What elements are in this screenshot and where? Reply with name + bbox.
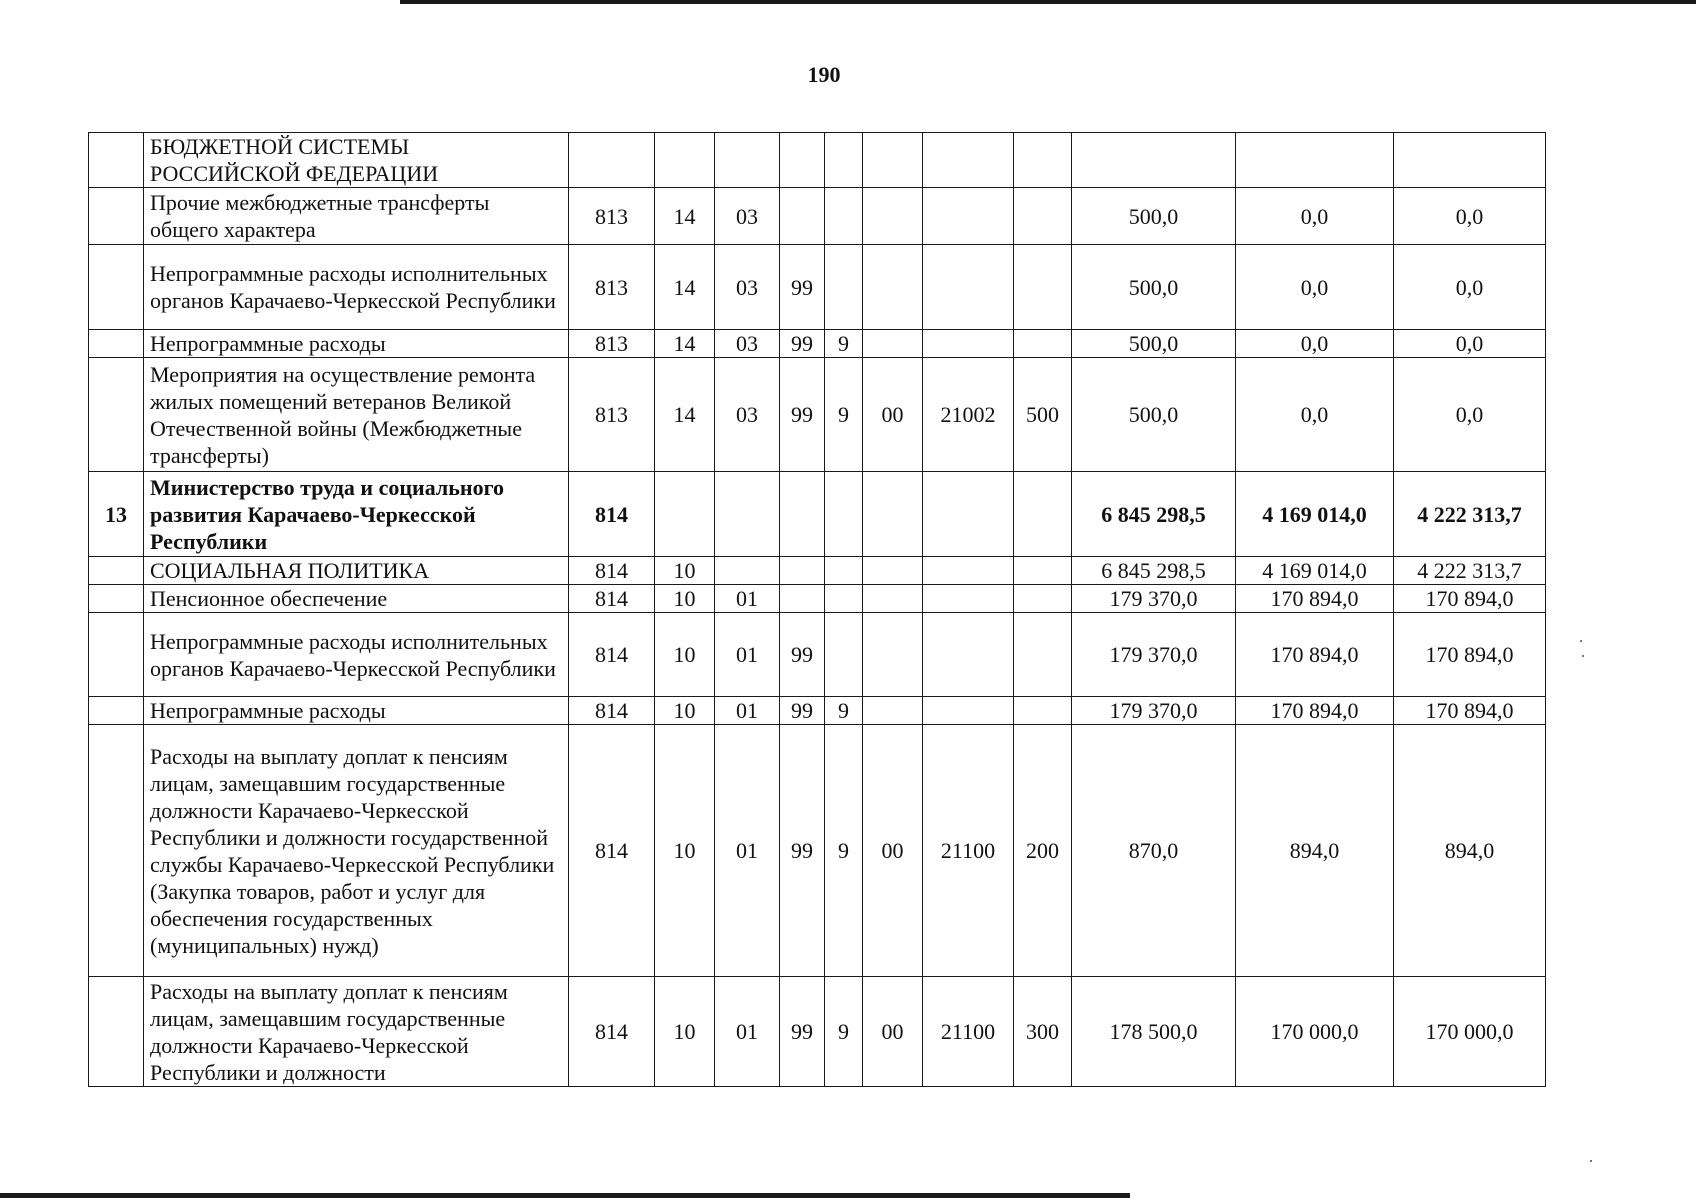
code-subprogram xyxy=(825,245,863,330)
row-name: Министерство труда и социального развития Карачаево-Черкесской Республики xyxy=(144,472,569,557)
code-activity xyxy=(863,697,923,725)
code-program xyxy=(780,133,825,188)
table-row xyxy=(89,557,1546,585)
amount-2 xyxy=(1236,133,1394,188)
code-subprogram: 9 xyxy=(825,330,863,358)
code-expense-type: 200 xyxy=(1014,725,1072,977)
amount-1: 870,0 xyxy=(1072,725,1236,977)
row-number xyxy=(89,330,144,358)
code-direction xyxy=(923,585,1014,613)
amount-3: 4 222 313,7 xyxy=(1394,557,1546,585)
code-subsection xyxy=(715,557,780,585)
row-name: Прочие межбюджетные трансферты общего характера xyxy=(144,188,569,245)
code-subprogram xyxy=(825,557,863,585)
row-name: Непрограммные расходы xyxy=(144,697,569,725)
amount-1: 500,0 xyxy=(1072,358,1236,472)
amount-2: 170 894,0 xyxy=(1236,585,1394,613)
code-section: 14 xyxy=(655,245,715,330)
row-name: Непрограммные расходы xyxy=(144,330,569,358)
code-section: 10 xyxy=(655,585,715,613)
scan-speck xyxy=(1582,655,1584,657)
amount-3: 170 894,0 xyxy=(1394,585,1546,613)
code-program xyxy=(780,472,825,557)
amount-2: 0,0 xyxy=(1236,330,1394,358)
code-expense-type: 500 xyxy=(1014,358,1072,472)
code-activity xyxy=(863,472,923,557)
table-row xyxy=(89,697,1546,725)
code-expense-type xyxy=(1014,330,1072,358)
bottom-scan-border xyxy=(0,1193,1130,1198)
code-subprogram: 9 xyxy=(825,358,863,472)
code-activity: 00 xyxy=(863,725,923,977)
code-activity: 00 xyxy=(863,358,923,472)
amount-1: 179 370,0 xyxy=(1072,585,1236,613)
code-section: 10 xyxy=(655,557,715,585)
code-activity xyxy=(863,133,923,188)
code-activity: 00 xyxy=(863,977,923,1087)
amount-1: 179 370,0 xyxy=(1072,613,1236,697)
row-name: Расходы на выплату доплат к пенсиям лицам, замещавшим государственные должности Карачаево-Черкесской Республики и должности xyxy=(144,977,569,1087)
amount-3: 170 000,0 xyxy=(1394,977,1546,1087)
code-section: 14 xyxy=(655,330,715,358)
code-program: 99 xyxy=(780,330,825,358)
table-row xyxy=(89,133,1546,188)
amount-1: 178 500,0 xyxy=(1072,977,1236,1087)
amount-3: 4 222 313,7 xyxy=(1394,472,1546,557)
table-row xyxy=(89,188,1546,245)
row-number xyxy=(89,977,144,1087)
row-number xyxy=(89,133,144,188)
code-ministry: 814 xyxy=(569,725,655,977)
code-ministry: 813 xyxy=(569,245,655,330)
code-direction: 21100 xyxy=(923,725,1014,977)
row-name: Непрограммные расходы исполнительных органов Карачаево-Черкесской Республики xyxy=(144,245,569,330)
row-name: Мероприятия на осуществление ремонта жилых помещений ветеранов Великой Отечественной войны (Межбюджетные трансферты) xyxy=(144,358,569,472)
row-number xyxy=(89,188,144,245)
row-name: СОЦИАЛЬНАЯ ПОЛИТИКА xyxy=(144,557,569,585)
code-section: 10 xyxy=(655,977,715,1087)
table-row xyxy=(89,472,1546,557)
code-subprogram: 9 xyxy=(825,697,863,725)
code-expense-type xyxy=(1014,697,1072,725)
code-activity xyxy=(863,245,923,330)
amount-1: 6 845 298,5 xyxy=(1072,472,1236,557)
code-direction xyxy=(923,472,1014,557)
amount-2: 4 169 014,0 xyxy=(1236,472,1394,557)
code-subsection: 03 xyxy=(715,188,780,245)
scan-speck xyxy=(1590,1160,1592,1162)
amount-1: 500,0 xyxy=(1072,245,1236,330)
table-row xyxy=(89,245,1546,330)
code-ministry: 814 xyxy=(569,613,655,697)
code-subsection xyxy=(715,133,780,188)
code-ministry: 814 xyxy=(569,697,655,725)
row-name: Пенсионное обеспечение xyxy=(144,585,569,613)
code-activity xyxy=(863,585,923,613)
code-subsection: 03 xyxy=(715,358,780,472)
code-direction xyxy=(923,245,1014,330)
page-number: 190 xyxy=(807,62,841,87)
code-direction xyxy=(923,697,1014,725)
code-direction xyxy=(923,133,1014,188)
code-section xyxy=(655,472,715,557)
table-row xyxy=(89,613,1546,697)
code-program xyxy=(780,188,825,245)
code-expense-type xyxy=(1014,613,1072,697)
code-subsection: 03 xyxy=(715,330,780,358)
code-direction: 21100 xyxy=(923,977,1014,1087)
row-number xyxy=(89,697,144,725)
amount-2: 0,0 xyxy=(1236,358,1394,472)
budget-table xyxy=(88,132,1546,1087)
code-subprogram xyxy=(825,188,863,245)
code-program: 99 xyxy=(780,358,825,472)
amount-3: 0,0 xyxy=(1394,358,1546,472)
code-activity xyxy=(863,188,923,245)
code-ministry: 813 xyxy=(569,358,655,472)
table-row xyxy=(89,330,1546,358)
scan-speck xyxy=(1580,640,1582,642)
code-direction xyxy=(923,557,1014,585)
code-activity xyxy=(863,557,923,585)
code-ministry: 814 xyxy=(569,585,655,613)
code-expense-type xyxy=(1014,585,1072,613)
code-subsection xyxy=(715,472,780,557)
row-number xyxy=(89,557,144,585)
amount-1: 6 845 298,5 xyxy=(1072,557,1236,585)
amount-3: 170 894,0 xyxy=(1394,697,1546,725)
row-name: Расходы на выплату доплат к пенсиям лицам, замещавшим государственные должности Карачаево-Черкесской Республики и должности государственной службы Карачаево-Черкесской Республики (Закупка товаров, работ и услуг для обеспечения государственных (муниципальных) нужд) xyxy=(144,725,569,977)
row-number: 13 xyxy=(89,472,144,557)
code-direction xyxy=(923,613,1014,697)
code-subsection: 01 xyxy=(715,697,780,725)
top-scan-border xyxy=(400,0,1696,4)
table-row xyxy=(89,725,1546,977)
code-section: 10 xyxy=(655,697,715,725)
amount-3: 0,0 xyxy=(1394,188,1546,245)
code-ministry: 813 xyxy=(569,330,655,358)
code-program: 99 xyxy=(780,977,825,1087)
amount-2: 0,0 xyxy=(1236,245,1394,330)
code-direction xyxy=(923,330,1014,358)
code-subsection: 03 xyxy=(715,245,780,330)
amount-2: 894,0 xyxy=(1236,725,1394,977)
code-program: 99 xyxy=(780,245,825,330)
code-subprogram xyxy=(825,585,863,613)
code-expense-type xyxy=(1014,133,1072,188)
amount-1: 500,0 xyxy=(1072,330,1236,358)
code-activity xyxy=(863,613,923,697)
row-number xyxy=(89,613,144,697)
code-subsection: 01 xyxy=(715,585,780,613)
code-subsection: 01 xyxy=(715,613,780,697)
code-subsection: 01 xyxy=(715,977,780,1087)
amount-3: 0,0 xyxy=(1394,245,1546,330)
code-ministry: 814 xyxy=(569,977,655,1087)
code-expense-type xyxy=(1014,188,1072,245)
amount-1: 179 370,0 xyxy=(1072,697,1236,725)
row-number xyxy=(89,585,144,613)
table-row xyxy=(89,585,1546,613)
code-subsection: 01 xyxy=(715,725,780,977)
code-subprogram xyxy=(825,133,863,188)
amount-3: 894,0 xyxy=(1394,725,1546,977)
code-section: 10 xyxy=(655,613,715,697)
code-program xyxy=(780,557,825,585)
code-program: 99 xyxy=(780,697,825,725)
code-subprogram xyxy=(825,613,863,697)
code-direction: 21002 xyxy=(923,358,1014,472)
code-expense-type: 300 xyxy=(1014,977,1072,1087)
code-subprogram xyxy=(825,472,863,557)
code-section: 10 xyxy=(655,725,715,977)
amount-3 xyxy=(1394,133,1546,188)
row-name: БЮДЖЕТНОЙ СИСТЕМЫ РОССИЙСКОЙ ФЕДЕРАЦИИ xyxy=(144,133,569,188)
amount-3: 0,0 xyxy=(1394,330,1546,358)
code-direction xyxy=(923,188,1014,245)
amount-2: 0,0 xyxy=(1236,188,1394,245)
amount-3: 170 894,0 xyxy=(1394,613,1546,697)
row-number xyxy=(89,245,144,330)
amount-1 xyxy=(1072,133,1236,188)
code-program xyxy=(780,585,825,613)
amount-2: 170 000,0 xyxy=(1236,977,1394,1087)
code-ministry: 814 xyxy=(569,557,655,585)
table-row xyxy=(89,977,1546,1087)
code-activity xyxy=(863,330,923,358)
code-program: 99 xyxy=(780,725,825,977)
code-subprogram: 9 xyxy=(825,725,863,977)
table-row xyxy=(89,358,1546,472)
code-expense-type xyxy=(1014,557,1072,585)
code-subprogram: 9 xyxy=(825,977,863,1087)
row-number xyxy=(89,358,144,472)
code-ministry: 813 xyxy=(569,188,655,245)
code-section: 14 xyxy=(655,188,715,245)
code-ministry xyxy=(569,133,655,188)
code-ministry: 814 xyxy=(569,472,655,557)
code-section: 14 xyxy=(655,358,715,472)
row-number xyxy=(89,725,144,977)
code-program: 99 xyxy=(780,613,825,697)
amount-2: 4 169 014,0 xyxy=(1236,557,1394,585)
amount-2: 170 894,0 xyxy=(1236,613,1394,697)
amount-2: 170 894,0 xyxy=(1236,697,1394,725)
row-name: Непрограммные расходы исполнительных органов Карачаево-Черкесской Республики xyxy=(144,613,569,697)
code-expense-type xyxy=(1014,245,1072,330)
amount-1: 500,0 xyxy=(1072,188,1236,245)
code-expense-type xyxy=(1014,472,1072,557)
code-section xyxy=(655,133,715,188)
